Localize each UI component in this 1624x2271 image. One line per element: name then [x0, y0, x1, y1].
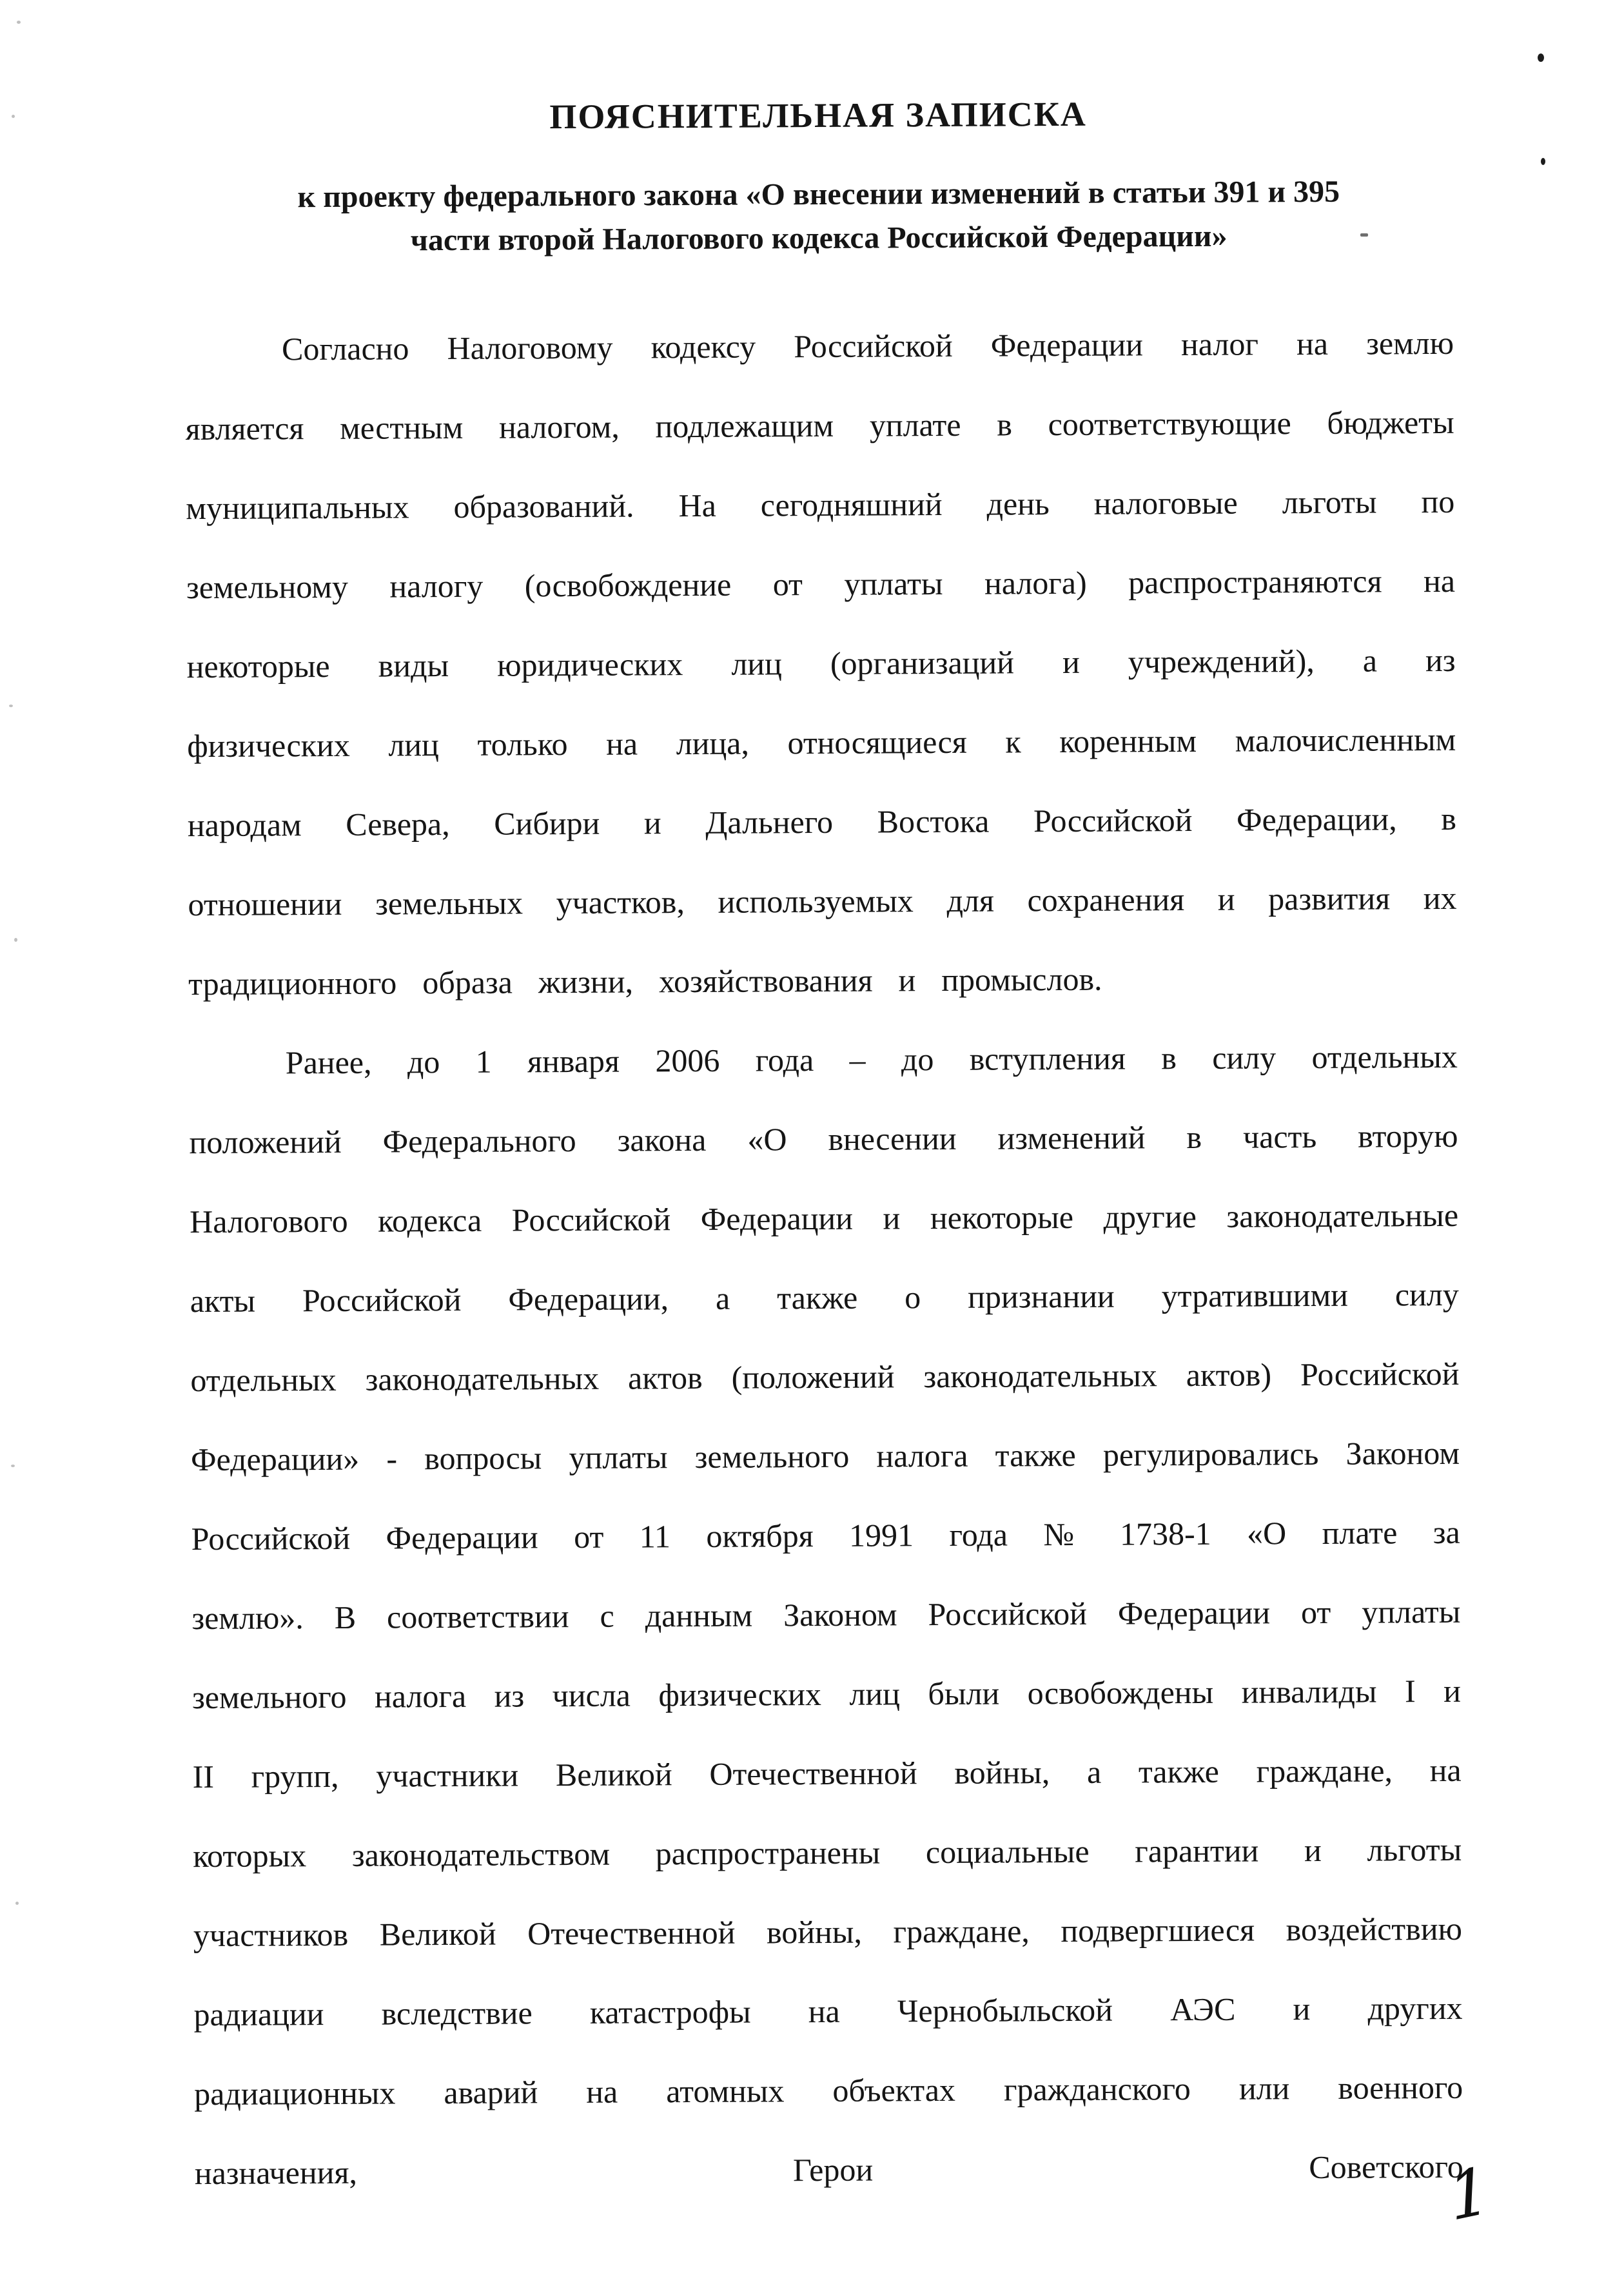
scan-speck	[17, 21, 21, 24]
subtitle-line-1: к проекту федерального закона «О внесении изменений в статьи 391 и 395	[297, 174, 1340, 215]
scan-speck	[14, 938, 17, 942]
scan-speck	[9, 705, 13, 707]
scan-speck	[12, 115, 15, 118]
subtitle-line-2: части второй Налогового кодекса Российской Федерации»	[410, 219, 1228, 258]
scan-speck	[11, 1465, 15, 1467]
scan-speck	[1538, 54, 1544, 62]
document-content	[184, 92, 1463, 2213]
document-subtitle	[184, 170, 1454, 264]
paragraph-prior-law-1991: Ранее, до 1 января 2006 года – до вступления в силу отдельных положений Федерального закона «О внесении изменений в часть вторую Налогового кодекса Российской Федерации и некоторые другие законодательные акты Российской Федерации, а также о признании утратившими силу отдельных законодательных актов (положений законодательных актов) Российской Федерации» - вопросы уплаты земельного налога также регулировались Законом Российской Федерации от 11 октября 1991 года № 1738-1 «О плате за землю». В соответствии с данным Законом Российской Федерации от уплаты земельного налога из числа физических лиц были освобождены инвалиды I и II групп, участники Великой Отечественной войны, а также граждане, на которых законодательством распространены социальные гарантии и льготы участников Великой Отечественной войны, граждане, подвергшиеся воздействию радиации вследствие катастрофы на Чернобыльской АЭС и других радиационных аварий на атомных объектах гражданского или военного назначения, Герои Советского	[189, 1038, 1463, 2192]
scan-speck	[1541, 158, 1545, 165]
handwritten-page-number: 1	[1443, 2152, 1495, 2236]
scan-speck	[1360, 233, 1368, 237]
paragraph-land-tax-current: Согласно Налоговому кодексу Российской Федерации налог на землю является местным налогом, подлежащим уплате в соответствующие бюджеты муниципальных образований. На сегодняшний день налоговые льготы по земельному налогу (освобождение от уплаты налога) распространяются на некоторые виды юридических лиц (организаций и учреждений), а из физических лиц только на лица, относящиеся к коренным малочисленным народам Севера, Сибири и Дальнего Востока Российской Федерации, в отношении земельных участков, используемых для сохранения и развития их традиционного образа жизни, хозяйствования и промыслов.	[185, 324, 1457, 1002]
scan-speck	[15, 1902, 19, 1905]
document-body	[185, 304, 1463, 2213]
document-title: ПОЯСНИТЕЛЬНАЯ ЗАПИСКА	[549, 94, 1088, 137]
